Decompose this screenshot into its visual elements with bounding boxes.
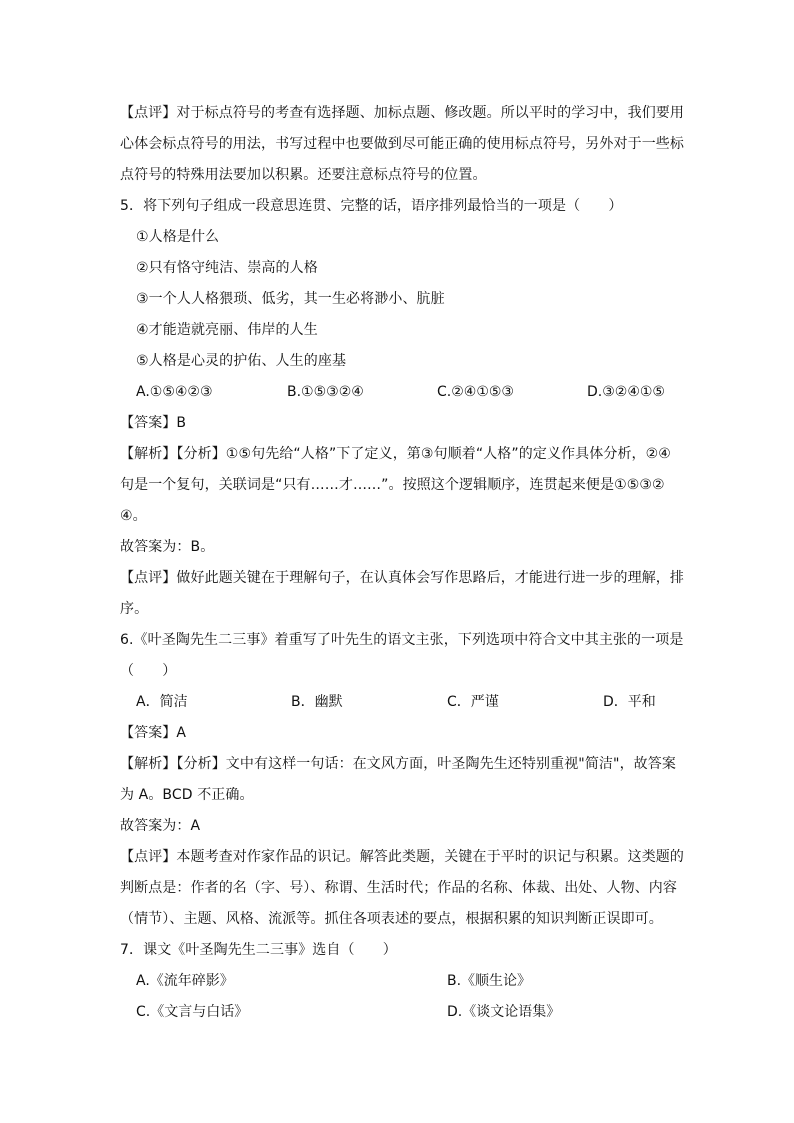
q7-stem: 7．课文《叶圣陶先生二三事》选自（ ） — [120, 942, 397, 958]
q7-option-c: C.《文言与白话》 — [136, 1004, 249, 1020]
q5-comment-line-1: 【点评】做好此题关键在于理解句子，在认真体会写作思路后，才能进行进一步的理解，排 — [120, 570, 684, 586]
q4-comment-line-3: 点符号的特殊用法要加以积累。还要注意标点符号的位置。 — [120, 167, 487, 183]
q6-answer: 【答案】A — [120, 725, 187, 741]
q5-option-d: D.③②④①⑤ — [587, 384, 665, 400]
q4-comment-line-2: 心体会标点符号的用法，书写过程中也要做到尽可能正确的使用标点符号，另外对于一些标 — [120, 136, 684, 152]
q5-analysis-line-1: 【解析】【分析】①⑤句先给“人格”下了定义，第③句顺着“人格”的定义作具体分析，②④ — [120, 446, 671, 462]
q6-final-answer: 故答案为：A — [120, 818, 201, 834]
q6-comment-line-1: 【点评】本题考查对作家作品的识记。解答此类题，关键在于平时的识记与积累。这类题的 — [120, 849, 684, 865]
q5-final-answer: 故答案为：B。 — [120, 539, 215, 555]
q5-comment-line-2: 序。 — [120, 601, 149, 617]
q6-stem-line-2: （ ） — [120, 663, 177, 679]
q5-analysis-line-2: 句是一个复句，关联词是“只有……才……”。按照这个逻辑顺序，连贯起来便是①⑤③② — [120, 477, 665, 493]
q5-sentence-2: ②只有恪守纯洁、崇高的人格 — [136, 260, 318, 276]
q5-sentence-4: ④才能造就亮丽、伟岸的人生 — [136, 322, 318, 338]
q5-option-c: C.②④①⑤③ — [437, 384, 514, 400]
q6-option-c: C．严谨 — [447, 694, 499, 710]
q7-option-d: D.《谈文论语集》 — [447, 1004, 561, 1020]
q5-option-a: A.①⑤④②③ — [136, 384, 213, 400]
q5-sentence-5: ⑤人格是心灵的护佑、人生的座基 — [136, 353, 347, 369]
q7-option-a: A.《流年碎影》 — [136, 973, 234, 989]
q6-option-d: D．平和 — [603, 694, 656, 710]
q6-analysis-line-2: 为 A。BCD 不正确。 — [120, 787, 254, 803]
q7-option-b: B.《顺生论》 — [447, 973, 532, 989]
q5-option-b: B.①⑤③②④ — [287, 384, 364, 400]
q5-analysis-line-3: ④。 — [120, 508, 147, 524]
q6-analysis-line-1: 【解析】【分析】文中有这样一句话：在文风方面，叶圣陶先生还特别重视"简洁"，故答案 — [120, 756, 676, 772]
q6-comment-line-3: （情节）、主题、风格、流派等。抓住各项表述的要点，根据积累的知识判断正误即可。 — [120, 911, 663, 927]
q5-sentence-3: ③一个人人格猥琐、低劣，其一生必将渺小、肮脏 — [136, 291, 445, 307]
q6-option-b: B．幽默 — [291, 694, 343, 710]
q5-answer: 【答案】B — [120, 415, 187, 431]
q6-option-a: A．简洁 — [136, 694, 188, 710]
q4-comment-line-1: 【点评】对于标点符号的考查有选择题、加标点题、修改题。所以平时的学习中，我们要用 — [120, 105, 684, 121]
q6-stem-line-1: 6.《叶圣陶先生二三事》着重写了叶先生的语文主张，下列选项中符合文中其主张的一项是 — [120, 632, 684, 648]
q5-sentence-1: ①人格是什么 — [136, 229, 220, 245]
q6-comment-line-2: 判断点是：作者的名（字、号）、称谓、生活时代；作品的名称、体裁、出处、人物、内容 — [120, 880, 677, 896]
q5-stem: 5．将下列句子组成一段意思连贯、完整的话，语序排列最恰当的一项是（ ） — [120, 198, 623, 214]
